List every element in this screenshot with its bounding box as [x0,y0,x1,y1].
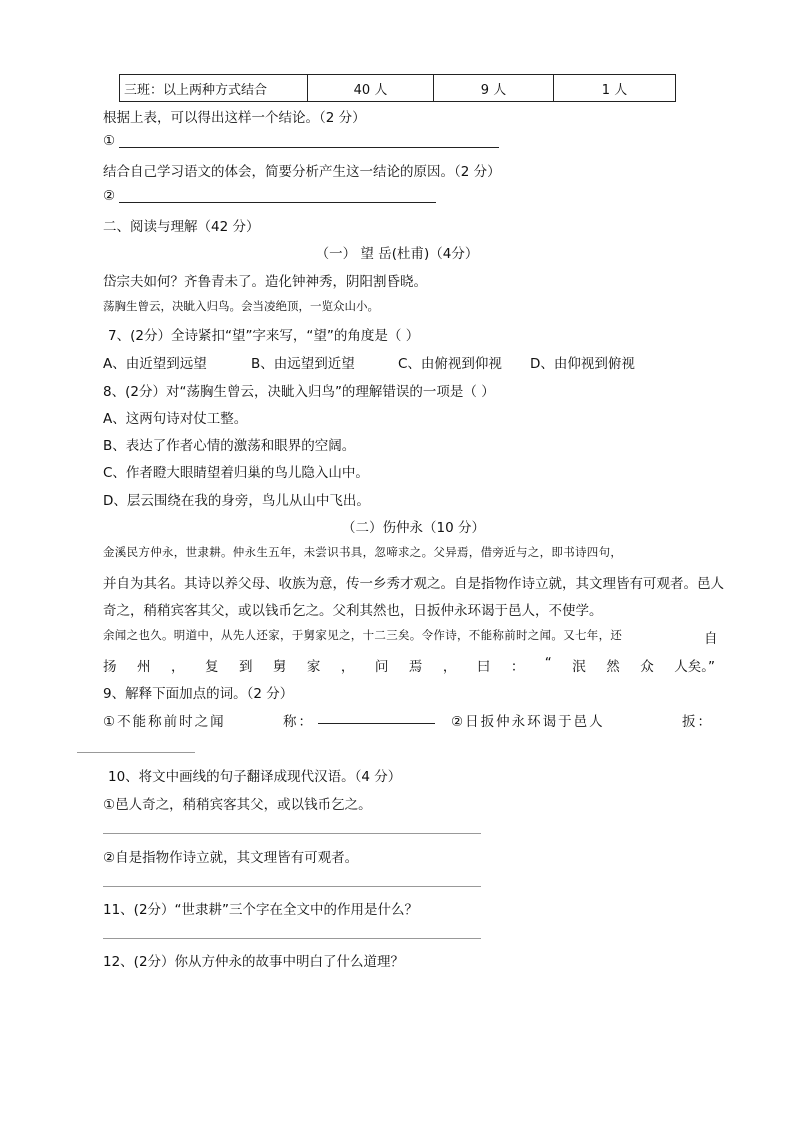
table-cell: 40 人 [308,75,434,102]
q11-answer-line[interactable] [103,938,481,939]
q9-item-1-word: 称： [283,714,314,730]
passage-line: 并自为其名。其诗以养父母、收族为意，传一乡秀才观之。自是指物作诗立就，其文理皆有可观者。邑人 [103,576,724,592]
q7-option-b: B、由远望到近望 [251,356,355,372]
passage-line-end: 自 [704,631,718,647]
passage-char: ， [170,659,185,675]
q8-option-c: C、作者瞪大眼睛望着归巢的鸟儿隐入山中。 [103,465,369,481]
q9-item-2: ②日扳仲永环谒于邑人 [451,714,605,730]
answer-line-1[interactable] [119,147,499,148]
passage-char: 问 [374,659,389,675]
passage-line-spread [103,655,715,675]
q8-option-b: B、表达了作者心情的激荡和眼界的空阔。 [103,438,356,454]
question-12-stem: 12、(2分）你从方仲永的故事中明白了什么道理？ [103,954,405,970]
passage-char: ： [510,659,525,675]
question-9-stem: 9、解释下面加点的词。（2 分） [103,686,294,702]
table-cell: 9 人 [434,75,554,102]
question-conclusion: 根据上表，可以得出这样一个结论。（2 分） [103,110,366,126]
passage-char: 泯 [572,659,586,675]
q10-answer-line-1[interactable] [103,833,481,834]
question-11-stem: 11、(2分）“世隶耕”三个字在全文中的作用是什么？ [103,902,419,918]
table-cell: 三班：以上两种方式结合 [120,75,308,102]
answer-line-2[interactable] [119,202,436,203]
poem-line: 荡胸生曾云，决眦入归鸟。会当凌绝顶，一览众山小。 [103,299,379,313]
passage-char: 然 [606,659,620,675]
q9-item-1: ①不能称前时之闻 [103,714,226,730]
poem-line: 岱宗夫如何？齐鲁青未了。造化钟神秀，阴阳割昏晓。 [103,274,427,290]
passage-line: 金溪民方仲永，世隶耕。仲永生五年，未尝识书具，忽啼求之。父异焉，借旁近与之，即书诗四句， [103,545,623,559]
passage-char: 人矣。” [674,659,715,675]
q10-sentence-1: ①邑人奇之，稍稍宾客其父，或以钱币乞之。 [103,797,372,813]
section-title: 二、阅读与理解（42 分） [103,219,260,235]
q9-item-2-word: 扳： [682,714,713,730]
q9-answer-line-2[interactable] [77,752,195,753]
passage-char: 到 [238,659,253,675]
passage-char: 众 [640,659,654,675]
passage-char: ， [442,659,457,675]
q7-option-d: D、由仰视到俯视 [530,356,635,372]
passage-char: 复 [204,659,219,675]
passage-char: 州 [136,659,151,675]
table-cell: 1 人 [554,75,676,102]
question-7-stem: 7、(2分）全诗紧扣“望”字来写，“望”的角度是（ ） [108,328,420,344]
question-reason: 结合自己学习语文的体会，简要分析产生这一结论的原因。（2 分） [103,164,501,180]
question-10-stem: 10、将文中画线的句子翻译成现代汉语。（4 分） [108,769,402,785]
passage-char: “ [544,655,552,671]
passage-line: 余闻之也久。明道中，从先人还家，于舅家见之，十二三矣。令作诗，不能称前时之闻。又七年，还 [103,628,623,642]
passage-char: ， [340,659,355,675]
q8-option-a: A、这两句诗对仗工整。 [103,411,248,427]
passage-line: 奇之，稍稍宾客其父，或以钱币乞之。父利其然也，日扳仲永环谒于邑人，不使学。 [103,603,603,619]
question-8-stem: 8、(2分）对“荡胸生曾云，决眦入归鸟”的理解错误的一项是（ ） [103,384,495,400]
q8-option-d: D、层云围绕在我的身旁，鸟儿从山中飞出。 [103,493,370,509]
passage-title: （二）伤仲永（10 分） [342,520,485,536]
q10-sentence-2: ②自是指物作诗立就，其文理皆有可观者。 [103,850,359,866]
poem-title: （一） 望 岳(杜甫)（4分） [315,246,479,262]
answer-marker-1: ① [103,133,116,149]
q7-option-c: C、由俯视到仰视 [398,356,502,372]
passage-char: 焉 [408,659,423,675]
passage-char: 家 [306,659,321,675]
passage-char: 舅 [272,659,287,675]
q10-answer-line-2[interactable] [103,886,481,887]
passage-char: 扬 [103,659,117,675]
survey-table [119,74,676,102]
answer-marker-2: ② [103,188,116,204]
q7-option-a: A、由近望到远望 [103,356,207,372]
table-row [120,75,676,102]
passage-char: 曰 [476,659,491,675]
q9-answer-line-1[interactable] [318,723,435,724]
